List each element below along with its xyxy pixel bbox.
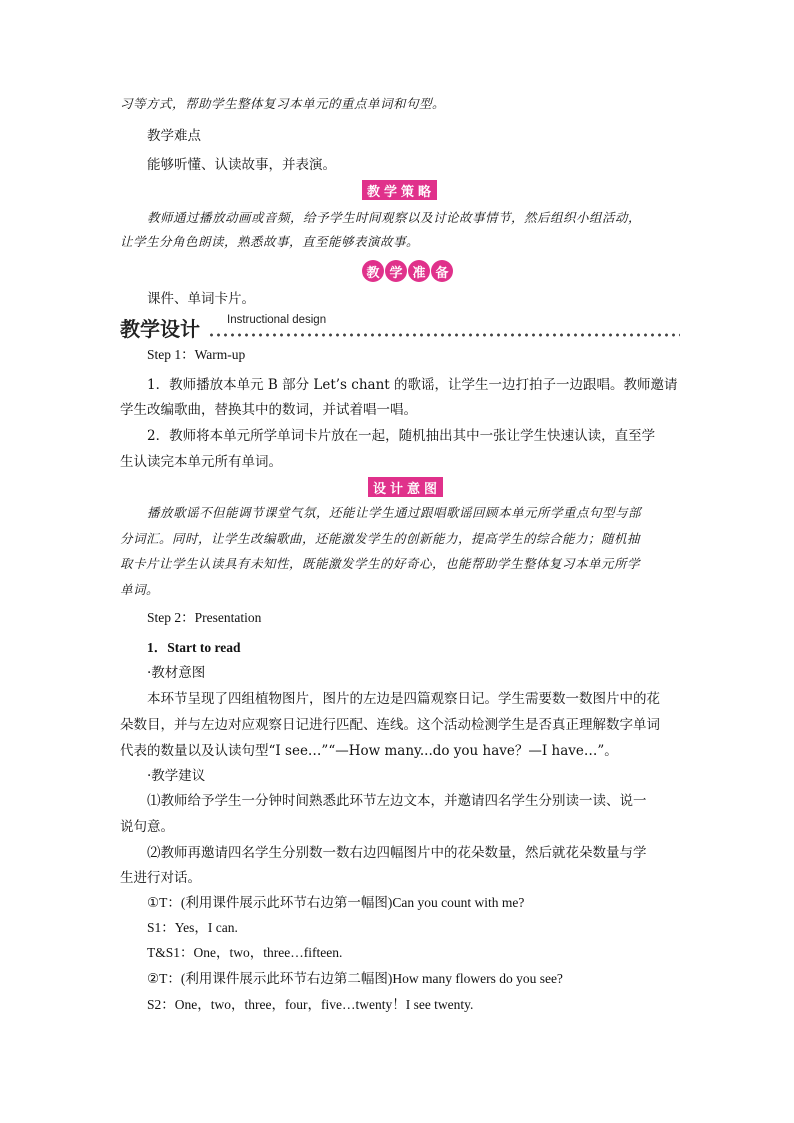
step2-title: Step 2：Presentation (147, 610, 262, 625)
difficulty-text: 能够听懂、认读故事，并表演。 (147, 157, 336, 173)
step1-line: 2．教师将本单元所学单词卡片放在一起，随机抽出其中一张让学生快速认读，直至学 (147, 428, 656, 444)
strategy-line: 让学生分角色朗读，熟悉故事，直至能够表演故事。 (120, 234, 420, 249)
intent-badge-char: 计 (390, 481, 405, 497)
intent-line: 分词汇。同时，让学生改编歌曲，还能激发学生的创新能力，提高学生的综合能力；随机抽 (120, 531, 641, 546)
material-title: ·教材意图 (147, 665, 206, 681)
material-line: 代表的数量以及认读句型“I see…”“—How many...do you have？—I have…”。 (120, 743, 618, 759)
difficulty-title: 教学难点 (147, 128, 201, 144)
intent-line: 取卡片让学生认读具有未知性，既能激发学生的好奇心，也能帮助学生整体复习本单元所学 (120, 556, 641, 571)
strategy-badge-char: 学 (384, 184, 399, 200)
suggest-line: 生进行对话。 (120, 870, 201, 886)
suggest-line: ⑵教师再邀请四名学生分别数一数右边四幅图片中的花朵数量，然后就花朵数量与学 (147, 845, 647, 861)
design-heading-zh: 教学设计 (120, 317, 200, 341)
dialogue-line: S2：One，two，three，four，five…twenty！I see twenty. (147, 997, 474, 1012)
intent-badge (368, 477, 443, 497)
design-heading-en: Instructional design (227, 314, 327, 326)
suggest-line: ⑴教师给予学生一分钟时间熟悉此环节左边文本，并邀请四名学生分别读一读、说一 (147, 793, 647, 809)
strategy-badge-char: 教 (367, 184, 382, 200)
dialogue-line: T&S1：One，two，three…fifteen. (147, 945, 343, 960)
preparation-badge-char: 学 (385, 260, 407, 282)
material-line: 朵数目，并与左边对应观察日记进行匹配、连线。这个活动检测学生是否真正理解数字单词 (120, 717, 660, 733)
preparation-badge (362, 260, 453, 282)
dialogue-line: S1：Yes，I can. (147, 920, 238, 935)
strategy-badge-char: 策 (401, 184, 416, 200)
intent-badge-char: 设 (373, 481, 388, 497)
intro-line: 习等方式，帮助学生整体复习本单元的重点单词和句型。 (120, 96, 446, 111)
strategy-badge-char: 略 (418, 184, 433, 200)
step1-title: Step 1：Warm-up (147, 347, 246, 362)
step1-line: 学生改编歌曲，替换其中的数词，并试着唱一唱。 (120, 402, 417, 418)
preparation-badge-char: 教 (362, 260, 384, 282)
design-heading (120, 311, 680, 341)
suggest-line: 说句意。 (120, 819, 174, 835)
preparation-text: 课件、单词卡片。 (147, 291, 255, 307)
preparation-badge-char: 备 (431, 260, 453, 282)
step1-line: 生认读完本单元所有单词。 (120, 454, 282, 470)
intent-line: 播放歌谣不但能调节课堂气氛，还能让学生通过跟唱歌谣回顾本单元所学重点句型与部 (147, 505, 642, 520)
strategy-badge (362, 180, 437, 200)
intent-line: 单词。 (120, 582, 160, 597)
intent-badge-char: 意 (407, 481, 422, 497)
step2-subtitle: 1．Start to read (147, 640, 241, 655)
strategy-line: 教师通过播放动画或音频，给予学生时间观察以及讨论故事情节，然后组织小组活动， (147, 210, 642, 225)
preparation-badge-char: 准 (408, 260, 430, 282)
suggest-title: ·教学建议 (147, 768, 206, 784)
dialogue-line: ①T：(利用课件展示此环节右边第一幅图)Can you count with me? (147, 895, 525, 910)
step1-line: 1．教师播放本单元 B 部分 Let’s chant 的歌谣，让学生一边打拍子一边跟唱。教师邀请 (147, 377, 678, 393)
heading-dotted-rule (208, 333, 680, 337)
intent-badge-char: 图 (424, 481, 439, 497)
dialogue-line: ②T：(利用课件展示此环节右边第二幅图)How many flowers do you see? (147, 971, 563, 986)
material-line: 本环节呈现了四组植物图片，图片的左边是四篇观察日记。学生需要数一数图片中的花 (147, 691, 660, 707)
